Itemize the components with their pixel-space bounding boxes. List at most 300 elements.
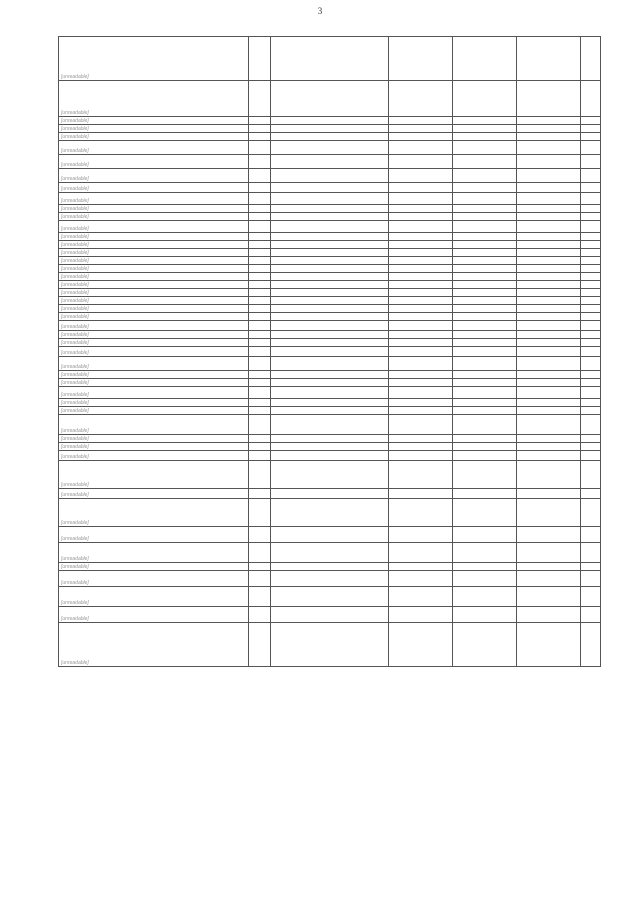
row-name-cell: [unreadable] xyxy=(59,331,249,339)
table-row xyxy=(59,399,601,407)
row-classification-code-cell xyxy=(271,81,389,117)
table-row xyxy=(59,623,601,667)
table-row xyxy=(59,221,601,233)
row-classification-code-cell xyxy=(271,241,389,249)
table-row xyxy=(59,117,601,125)
row-name-cell: [unreadable] xyxy=(59,297,249,305)
row-remaining-amount-cell xyxy=(517,407,581,415)
row-name-cell: [unreadable] xyxy=(59,451,249,461)
row-name-cell: [unreadable] xyxy=(59,527,249,543)
row-remaining-amount-cell xyxy=(517,347,581,357)
row-remaining-amount-cell xyxy=(517,415,581,435)
row-remaining-amount-cell xyxy=(517,257,581,265)
row-approved-amount-cell xyxy=(389,347,453,357)
row-approved-amount-cell xyxy=(389,489,453,499)
row-last-cell xyxy=(581,183,601,193)
table-row xyxy=(59,443,601,451)
row-remaining-amount-cell xyxy=(517,249,581,257)
row-line-code-cell xyxy=(249,443,271,451)
row-classification-code-cell xyxy=(271,169,389,183)
row-line-code-cell xyxy=(249,347,271,357)
row-executed-amount-cell xyxy=(453,387,517,399)
row-name-cell: [unreadable] xyxy=(59,241,249,249)
row-remaining-amount-cell xyxy=(517,543,581,563)
row-remaining-amount-cell xyxy=(517,499,581,527)
row-executed-amount-cell xyxy=(453,415,517,435)
row-executed-amount-cell xyxy=(453,357,517,371)
table-row xyxy=(59,183,601,193)
row-last-cell xyxy=(581,623,601,667)
row-name-cell: [unreadable] xyxy=(59,155,249,169)
row-line-code-cell xyxy=(249,169,271,183)
row-name-cell: [unreadable] xyxy=(59,571,249,587)
row-classification-code-cell xyxy=(271,489,389,499)
row-line-code-cell xyxy=(249,387,271,399)
row-line-code-cell xyxy=(249,357,271,371)
row-classification-code-cell xyxy=(271,357,389,371)
row-line-code-cell xyxy=(249,543,271,563)
row-line-code-cell xyxy=(249,183,271,193)
row-remaining-amount-cell xyxy=(517,289,581,297)
row-approved-amount-cell xyxy=(389,205,453,213)
row-classification-code-cell xyxy=(271,155,389,169)
row-approved-amount-cell xyxy=(389,133,453,141)
row-remaining-amount-cell xyxy=(517,125,581,133)
row-classification-code-cell xyxy=(271,461,389,489)
row-last-cell xyxy=(581,451,601,461)
row-last-cell xyxy=(581,415,601,435)
row-line-code-cell xyxy=(249,451,271,461)
row-line-code-cell xyxy=(249,205,271,213)
row-last-cell xyxy=(581,117,601,125)
row-approved-amount-cell xyxy=(389,543,453,563)
table-row xyxy=(59,489,601,499)
row-last-cell xyxy=(581,257,601,265)
table-row xyxy=(59,133,601,141)
row-line-code-cell xyxy=(249,399,271,407)
row-remaining-amount-cell xyxy=(517,241,581,249)
row-last-cell xyxy=(581,305,601,313)
row-name-cell: [unreadable] xyxy=(59,133,249,141)
row-last-cell xyxy=(581,313,601,321)
row-classification-code-cell xyxy=(271,435,389,443)
row-executed-amount-cell xyxy=(453,81,517,117)
row-classification-code-cell xyxy=(271,289,389,297)
row-remaining-amount-cell xyxy=(517,607,581,623)
row-remaining-amount-cell xyxy=(517,563,581,571)
row-executed-amount-cell xyxy=(453,265,517,273)
row-line-code-cell xyxy=(249,313,271,321)
row-remaining-amount-cell xyxy=(517,357,581,371)
row-last-cell xyxy=(581,125,601,133)
row-classification-code-cell xyxy=(271,347,389,357)
row-name-cell: [unreadable] xyxy=(59,183,249,193)
row-classification-code-cell xyxy=(271,451,389,461)
row-line-code-cell xyxy=(249,339,271,347)
row-executed-amount-cell xyxy=(453,347,517,357)
row-name-cell: [unreadable] xyxy=(59,125,249,133)
row-executed-amount-cell xyxy=(453,407,517,415)
table-row xyxy=(59,37,601,81)
row-approved-amount-cell xyxy=(389,607,453,623)
row-last-cell xyxy=(581,379,601,387)
row-remaining-amount-cell xyxy=(517,37,581,81)
row-classification-code-cell xyxy=(271,371,389,379)
row-last-cell xyxy=(581,249,601,257)
table-row xyxy=(59,415,601,435)
row-classification-code-cell xyxy=(271,221,389,233)
row-line-code-cell xyxy=(249,305,271,313)
row-approved-amount-cell xyxy=(389,357,453,371)
table-row xyxy=(59,205,601,213)
row-last-cell xyxy=(581,37,601,81)
row-last-cell xyxy=(581,265,601,273)
row-executed-amount-cell xyxy=(453,563,517,571)
row-executed-amount-cell xyxy=(453,571,517,587)
row-classification-code-cell xyxy=(271,563,389,571)
row-name-cell: [unreadable] xyxy=(59,257,249,265)
row-last-cell xyxy=(581,205,601,213)
table-row xyxy=(59,607,601,623)
table-row xyxy=(59,81,601,117)
row-approved-amount-cell xyxy=(389,265,453,273)
row-last-cell xyxy=(581,221,601,233)
row-line-code-cell xyxy=(249,571,271,587)
row-classification-code-cell xyxy=(271,543,389,563)
row-line-code-cell xyxy=(249,193,271,205)
row-approved-amount-cell xyxy=(389,297,453,305)
row-classification-code-cell xyxy=(271,379,389,387)
row-classification-code-cell xyxy=(271,205,389,213)
row-classification-code-cell xyxy=(271,257,389,265)
row-name-cell: [unreadable] xyxy=(59,443,249,451)
row-line-code-cell xyxy=(249,273,271,281)
row-name-cell: [unreadable] xyxy=(59,461,249,489)
row-classification-code-cell xyxy=(271,297,389,305)
row-approved-amount-cell xyxy=(389,183,453,193)
row-line-code-cell xyxy=(249,489,271,499)
row-approved-amount-cell xyxy=(389,273,453,281)
row-last-cell xyxy=(581,281,601,289)
table-row xyxy=(59,265,601,273)
report-body xyxy=(59,37,601,667)
row-last-cell xyxy=(581,499,601,527)
row-name-cell: [unreadable] xyxy=(59,233,249,241)
table-row xyxy=(59,543,601,563)
table-row xyxy=(59,249,601,257)
table-row xyxy=(59,387,601,399)
row-executed-amount-cell xyxy=(453,443,517,451)
row-line-code-cell xyxy=(249,133,271,141)
row-last-cell xyxy=(581,347,601,357)
row-remaining-amount-cell xyxy=(517,305,581,313)
row-remaining-amount-cell xyxy=(517,281,581,289)
row-executed-amount-cell xyxy=(453,527,517,543)
row-classification-code-cell xyxy=(271,265,389,273)
row-approved-amount-cell xyxy=(389,321,453,331)
row-approved-amount-cell xyxy=(389,125,453,133)
row-approved-amount-cell xyxy=(389,213,453,221)
table-row xyxy=(59,305,601,313)
table-row xyxy=(59,371,601,379)
row-approved-amount-cell xyxy=(389,233,453,241)
table-row xyxy=(59,141,601,155)
row-approved-amount-cell xyxy=(389,379,453,387)
row-classification-code-cell xyxy=(271,321,389,331)
row-approved-amount-cell xyxy=(389,407,453,415)
row-remaining-amount-cell xyxy=(517,571,581,587)
row-name-cell: [unreadable] xyxy=(59,387,249,399)
row-line-code-cell xyxy=(249,281,271,289)
row-classification-code-cell xyxy=(271,587,389,607)
row-executed-amount-cell xyxy=(453,451,517,461)
row-name-cell: [unreadable] xyxy=(59,587,249,607)
row-remaining-amount-cell xyxy=(517,331,581,339)
row-remaining-amount-cell xyxy=(517,169,581,183)
row-classification-code-cell xyxy=(271,415,389,435)
row-line-code-cell xyxy=(249,257,271,265)
row-executed-amount-cell xyxy=(453,257,517,265)
row-line-code-cell xyxy=(249,407,271,415)
row-executed-amount-cell xyxy=(453,213,517,221)
row-name-cell: [unreadable] xyxy=(59,205,249,213)
row-line-code-cell xyxy=(249,155,271,169)
row-last-cell xyxy=(581,233,601,241)
row-classification-code-cell xyxy=(271,313,389,321)
row-last-cell xyxy=(581,133,601,141)
row-executed-amount-cell xyxy=(453,117,517,125)
row-executed-amount-cell xyxy=(453,489,517,499)
row-name-cell: [unreadable] xyxy=(59,117,249,125)
row-remaining-amount-cell xyxy=(517,193,581,205)
row-executed-amount-cell xyxy=(453,399,517,407)
table-row xyxy=(59,339,601,347)
row-line-code-cell xyxy=(249,241,271,249)
row-classification-code-cell xyxy=(271,623,389,667)
row-last-cell xyxy=(581,81,601,117)
row-name-cell: [unreadable] xyxy=(59,607,249,623)
row-last-cell xyxy=(581,407,601,415)
row-approved-amount-cell xyxy=(389,435,453,443)
row-executed-amount-cell xyxy=(453,313,517,321)
row-last-cell xyxy=(581,607,601,623)
row-approved-amount-cell xyxy=(389,193,453,205)
row-approved-amount-cell xyxy=(389,499,453,527)
row-name-cell: [unreadable] xyxy=(59,265,249,273)
table-row xyxy=(59,331,601,339)
row-last-cell xyxy=(581,489,601,499)
table-row xyxy=(59,587,601,607)
row-last-cell xyxy=(581,571,601,587)
row-approved-amount-cell xyxy=(389,141,453,155)
row-remaining-amount-cell xyxy=(517,339,581,347)
row-executed-amount-cell xyxy=(453,379,517,387)
row-approved-amount-cell xyxy=(389,221,453,233)
row-approved-amount-cell xyxy=(389,249,453,257)
row-line-code-cell xyxy=(249,81,271,117)
row-name-cell: [unreadable] xyxy=(59,499,249,527)
row-remaining-amount-cell xyxy=(517,489,581,499)
table-row xyxy=(59,499,601,527)
row-name-cell: [unreadable] xyxy=(59,37,249,81)
row-last-cell xyxy=(581,193,601,205)
row-line-code-cell xyxy=(249,117,271,125)
row-name-cell: [unreadable] xyxy=(59,563,249,571)
row-line-code-cell xyxy=(249,297,271,305)
table-row xyxy=(59,347,601,357)
row-last-cell xyxy=(581,543,601,563)
row-classification-code-cell xyxy=(271,125,389,133)
row-executed-amount-cell xyxy=(453,233,517,241)
row-remaining-amount-cell xyxy=(517,117,581,125)
row-approved-amount-cell xyxy=(389,169,453,183)
table-row xyxy=(59,461,601,489)
row-remaining-amount-cell xyxy=(517,141,581,155)
row-last-cell xyxy=(581,587,601,607)
row-classification-code-cell xyxy=(271,281,389,289)
row-classification-code-cell xyxy=(271,399,389,407)
row-classification-code-cell xyxy=(271,607,389,623)
table-row xyxy=(59,289,601,297)
row-remaining-amount-cell xyxy=(517,587,581,607)
row-approved-amount-cell xyxy=(389,563,453,571)
row-approved-amount-cell xyxy=(389,305,453,313)
row-name-cell: [unreadable] xyxy=(59,347,249,357)
row-remaining-amount-cell xyxy=(517,461,581,489)
row-name-cell: [unreadable] xyxy=(59,415,249,435)
row-executed-amount-cell xyxy=(453,461,517,489)
row-name-cell: [unreadable] xyxy=(59,339,249,347)
row-executed-amount-cell xyxy=(453,281,517,289)
table-row xyxy=(59,155,601,169)
row-executed-amount-cell xyxy=(453,623,517,667)
table-row xyxy=(59,357,601,371)
row-classification-code-cell xyxy=(271,273,389,281)
row-approved-amount-cell xyxy=(389,415,453,435)
row-executed-amount-cell xyxy=(453,241,517,249)
table-row xyxy=(59,281,601,289)
row-last-cell xyxy=(581,141,601,155)
row-line-code-cell xyxy=(249,249,271,257)
row-executed-amount-cell xyxy=(453,289,517,297)
row-name-cell: [unreadable] xyxy=(59,407,249,415)
row-line-code-cell xyxy=(249,213,271,221)
row-last-cell xyxy=(581,241,601,249)
row-last-cell xyxy=(581,321,601,331)
row-name-cell: [unreadable] xyxy=(59,169,249,183)
row-line-code-cell xyxy=(249,141,271,155)
row-approved-amount-cell xyxy=(389,289,453,297)
row-executed-amount-cell xyxy=(453,331,517,339)
row-remaining-amount-cell xyxy=(517,371,581,379)
row-last-cell xyxy=(581,155,601,169)
row-approved-amount-cell xyxy=(389,257,453,265)
row-classification-code-cell xyxy=(271,571,389,587)
row-classification-code-cell xyxy=(271,443,389,451)
row-approved-amount-cell xyxy=(389,117,453,125)
row-name-cell: [unreadable] xyxy=(59,313,249,321)
row-line-code-cell xyxy=(249,623,271,667)
row-line-code-cell xyxy=(249,415,271,435)
row-executed-amount-cell xyxy=(453,37,517,81)
row-executed-amount-cell xyxy=(453,435,517,443)
table-row xyxy=(59,169,601,183)
row-executed-amount-cell xyxy=(453,499,517,527)
row-executed-amount-cell xyxy=(453,587,517,607)
table-row xyxy=(59,125,601,133)
table-row xyxy=(59,407,601,415)
row-approved-amount-cell xyxy=(389,371,453,379)
row-line-code-cell xyxy=(249,331,271,339)
table-row xyxy=(59,241,601,249)
table-row xyxy=(59,451,601,461)
row-line-code-cell xyxy=(249,125,271,133)
row-last-cell xyxy=(581,461,601,489)
row-remaining-amount-cell xyxy=(517,265,581,273)
table-row xyxy=(59,233,601,241)
row-remaining-amount-cell xyxy=(517,297,581,305)
row-approved-amount-cell xyxy=(389,281,453,289)
row-executed-amount-cell xyxy=(453,169,517,183)
row-line-code-cell xyxy=(249,587,271,607)
row-classification-code-cell xyxy=(271,305,389,313)
row-executed-amount-cell xyxy=(453,339,517,347)
row-line-code-cell xyxy=(249,321,271,331)
row-last-cell xyxy=(581,563,601,571)
row-classification-code-cell xyxy=(271,407,389,415)
row-executed-amount-cell xyxy=(453,607,517,623)
row-approved-amount-cell xyxy=(389,37,453,81)
row-classification-code-cell xyxy=(271,527,389,543)
table-row xyxy=(59,193,601,205)
row-executed-amount-cell xyxy=(453,183,517,193)
table-row xyxy=(59,313,601,321)
row-name-cell: [unreadable] xyxy=(59,623,249,667)
row-classification-code-cell xyxy=(271,193,389,205)
row-remaining-amount-cell xyxy=(517,435,581,443)
row-name-cell: [unreadable] xyxy=(59,435,249,443)
row-name-cell: [unreadable] xyxy=(59,379,249,387)
row-approved-amount-cell xyxy=(389,313,453,321)
row-remaining-amount-cell xyxy=(517,81,581,117)
row-remaining-amount-cell xyxy=(517,527,581,543)
row-approved-amount-cell xyxy=(389,571,453,587)
row-line-code-cell xyxy=(249,527,271,543)
row-name-cell: [unreadable] xyxy=(59,141,249,155)
table-row xyxy=(59,273,601,281)
row-executed-amount-cell xyxy=(453,221,517,233)
row-name-cell: [unreadable] xyxy=(59,213,249,221)
row-name-cell: [unreadable] xyxy=(59,281,249,289)
row-classification-code-cell xyxy=(271,117,389,125)
row-line-code-cell xyxy=(249,371,271,379)
row-remaining-amount-cell xyxy=(517,133,581,141)
row-approved-amount-cell xyxy=(389,81,453,117)
row-line-code-cell xyxy=(249,233,271,241)
row-classification-code-cell xyxy=(271,37,389,81)
row-last-cell xyxy=(581,435,601,443)
row-executed-amount-cell xyxy=(453,193,517,205)
row-executed-amount-cell xyxy=(453,371,517,379)
table-row xyxy=(59,563,601,571)
row-approved-amount-cell xyxy=(389,399,453,407)
row-classification-code-cell xyxy=(271,133,389,141)
row-line-code-cell xyxy=(249,435,271,443)
row-last-cell xyxy=(581,169,601,183)
row-remaining-amount-cell xyxy=(517,273,581,281)
row-executed-amount-cell xyxy=(453,305,517,313)
row-approved-amount-cell xyxy=(389,451,453,461)
